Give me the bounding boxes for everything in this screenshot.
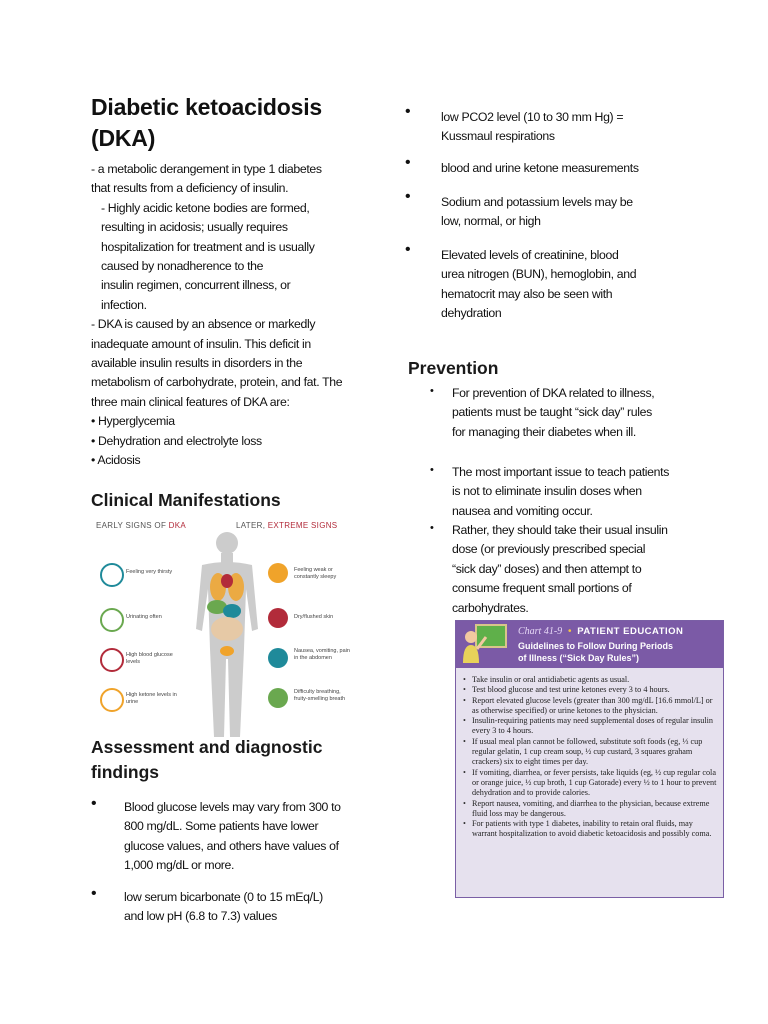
bullet-icon: • [430, 385, 434, 397]
later-sign-4: Difficulty breathing, fruity-smelling breath [294, 689, 346, 702]
intro-line: • Acidosis [91, 453, 141, 467]
blood-glucose-icon [100, 648, 124, 672]
teacher-board-icon [460, 623, 508, 665]
bullet-icon: • [405, 103, 411, 120]
early-sign-1: Feeling very thirsty [126, 569, 173, 575]
title-line-1: Diabetic ketoacidosis [91, 94, 322, 120]
chart-title: Guidelines to Follow During Periods of Illness (“Sick Day Rules”) [518, 641, 674, 663]
intro-line: - DKA is caused by an absence or markedly [91, 317, 316, 332]
bullet-icon: • [405, 241, 411, 258]
assessment-heading: Assessment and diagnostic findings [91, 737, 323, 782]
prevention-line: is not to eliminate insulin doses when [452, 484, 642, 499]
prevention-line: Rather, they should take their usual insulin [452, 523, 668, 537]
assessment-line: low serum bicarbonate (0 to 15 mEq/L) [124, 890, 323, 904]
intro-line: - Highly acidic ketone bodies are formed, [101, 200, 310, 215]
assessment-line: 800 mg/dL. Some patients have lower [124, 819, 319, 834]
weak-sleepy-icon [268, 563, 288, 583]
chart-header [456, 621, 723, 668]
later-signs-header: LATER, EXTREME SIGNS [236, 521, 338, 530]
early-sign-3: High blood glucose levels [126, 652, 173, 665]
later-sign-2: Dry/flushed skin [294, 614, 334, 620]
bullet-icon: • [405, 188, 411, 205]
chart-number: Chart 41-9 [518, 626, 563, 637]
finding-line: Kussmaul respirations [441, 129, 555, 144]
finding-line: Sodium and potassium levels may be [441, 195, 633, 209]
assessment-line: and low pH (6.8 to 7.3) values [124, 909, 277, 924]
intro-line: that results from a deficiency of insulin. [91, 181, 289, 196]
prevention-line: carbohydrates. [452, 600, 529, 615]
finding-line: hematocrit may also be seen with [441, 286, 613, 301]
sick-day-rule: • For patients with type 1 diabetes, inability to retain oral fluids, may warrant hospitalization to avoid diabetic ketoacidosis and possibly coma. [472, 819, 718, 840]
finding-line: blood and urine ketone measurements [441, 161, 639, 175]
finding-line: Elevated levels of creatinine, blood [441, 248, 619, 262]
bullet-icon: • [91, 795, 97, 812]
sick-day-rule: • If usual meal plan cannot be followed, substitute soft foods (eg, ⅓ cup regular gelatin, 1 cup cream soup, ½ cup custard, 3 squares graham crackers) six to eight times per day. [472, 737, 718, 768]
later-sign-3: Nausea, vomiting, pain in the abdomen [294, 648, 350, 661]
bullet-icon: • [430, 464, 434, 476]
sick-day-rule: • Report nausea, vomiting, and diarrhea to the physician, because extreme fluid loss may be dangerous. [472, 799, 718, 820]
prevention-line: patients must be taught “sick day” rules [452, 405, 652, 420]
page-title [91, 92, 322, 154]
sick-day-rule: • Test blood glucose and test urine ketones every 3 to 4 hours. [472, 685, 718, 695]
thirsty-icon [100, 563, 124, 587]
intro-line: available insulin results in disorders in the [91, 356, 303, 370]
sick-day-rules-list [462, 675, 718, 840]
intro-line: inadequate amount of insulin. This deficit in [91, 336, 311, 351]
prevention-line: nausea and vomiting occur. [452, 503, 593, 518]
assessment-line: 1,000 mg/dL or more. [124, 858, 235, 873]
finding-line: dehydration [441, 306, 502, 321]
dka-signs-infographic [94, 515, 358, 737]
ketone-icon [100, 688, 124, 712]
chart-dot: • [567, 626, 572, 637]
sick-day-rule: • If vomiting, diarrhea, or fever persists, take liquids (eg, ½ cup regular cola or orange juice, ½ cup broth, 1 cup Gatorade) every ½ to 1 hour to prevent dehydration and to provide calories. [472, 768, 718, 799]
prevention-heading: Prevention [408, 358, 499, 378]
finding-line: urea nitrogen (BUN), hemoglobin, and [441, 267, 637, 282]
intro-line: metabolism of carbohydrate, protein, and fat. The [91, 375, 343, 390]
chart-category: PATIENT EDUCATION [577, 626, 684, 637]
intro-line: hospitalization for treatment and is usually [101, 239, 315, 254]
bullet-icon: • [405, 154, 411, 171]
sick-day-rule: • Report elevated glucose levels (greater than 300 mg/dL [16.6 mmol/L] or as otherwise specified) or urine ketones to the physician. [472, 696, 718, 717]
intro-line: • Dehydration and electrolyte loss [91, 433, 262, 448]
patient-education-chart [455, 620, 724, 898]
prevention-line: The most important issue to teach patients [452, 465, 670, 479]
later-sign-1: Feeling weak or constantly sleepy [294, 567, 337, 580]
assessment-line: Blood glucose levels may vary from 300 to [124, 800, 341, 814]
finding-line: low, normal, or high [441, 214, 541, 229]
urinating-icon [100, 608, 124, 632]
prevention-line: dose (or previously prescribed special [452, 542, 646, 557]
finding-line: low PCO2 level (10 to 30 mm Hg) = [441, 110, 624, 124]
bullet-icon: • [430, 522, 434, 534]
clinical-heading: Clinical Manifestations [91, 490, 281, 510]
intro-line: resulting in acidosis; usually requires [101, 220, 288, 235]
prevention-line: For prevention of DKA related to illness, [452, 386, 655, 400]
early-sign-4: High ketone levels in urine [126, 692, 177, 705]
intro-line: infection. [101, 297, 147, 312]
intro-line: caused by nonadherence to the [101, 259, 264, 273]
early-signs-header: EARLY SIGNS OF DKA [96, 521, 187, 530]
intro-line: three main clinical features of DKA are: [91, 394, 290, 409]
intro-line: • Hyperglycemia [91, 414, 175, 429]
prevention-line: “sick day” doses) and then attempt to [452, 561, 642, 576]
bullet-icon: • [91, 885, 97, 902]
sick-day-rule: • Take insulin or oral antidiabetic agents as usual. [472, 675, 718, 685]
intro-line: insulin regimen, concurrent illness, or [101, 278, 291, 293]
prevention-line: for managing their diabetes when ill. [452, 424, 636, 439]
breathing-icon [268, 688, 288, 708]
prevention-line: consume frequent small portions of [452, 581, 632, 596]
assessment-line: glucose values, and others have values of [124, 838, 339, 853]
body-figure-icon [184, 529, 270, 737]
dry-skin-icon [268, 608, 288, 628]
title-line-2: (DKA) [91, 125, 156, 151]
early-sign-2: Urinating often [126, 614, 162, 620]
nausea-icon [268, 648, 288, 668]
intro-line: - a metabolic derangement in type 1 diabetes [91, 162, 322, 176]
sick-day-rule: • Insulin-requiring patients may need supplemental doses of regular insulin every 3 to 4 hours. [472, 716, 718, 737]
